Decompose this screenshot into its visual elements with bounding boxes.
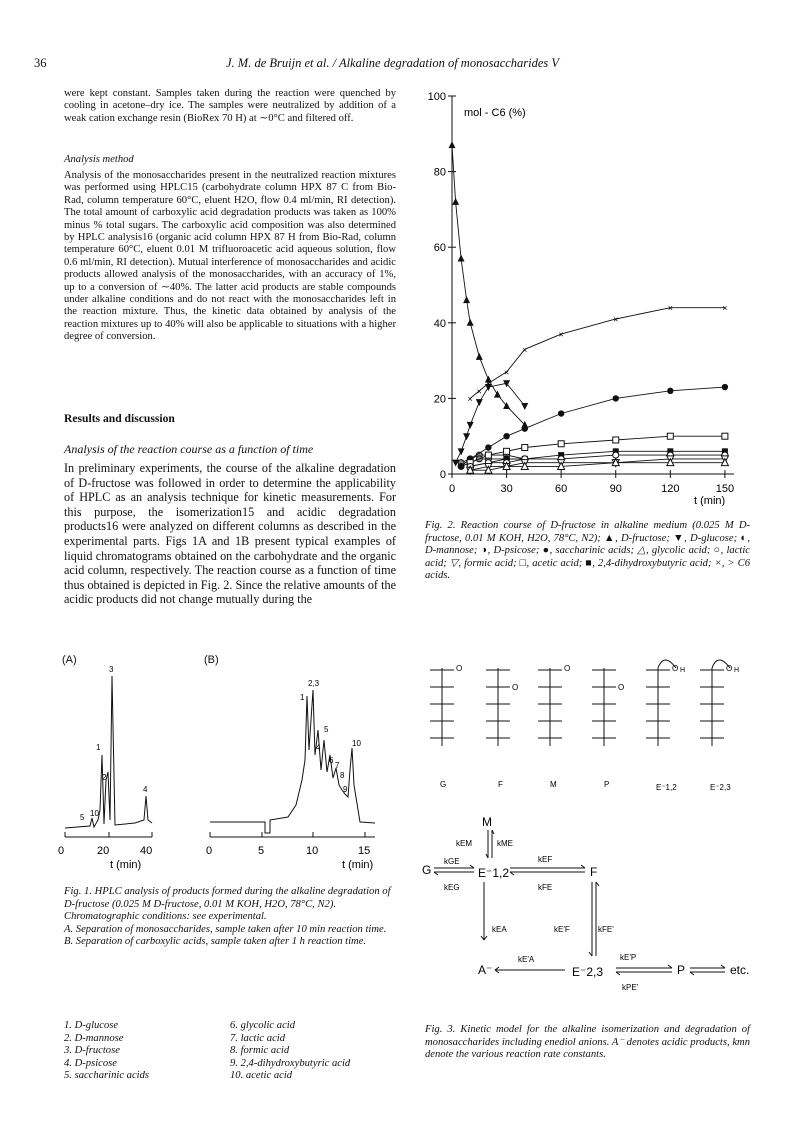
fig3-rate-label: kFE' — [598, 925, 614, 934]
running-title: J. M. de Bruijn et al. / Alkaline degradation of monosaccharides V — [226, 56, 560, 70]
fig2-x-tick-label: 150 — [715, 483, 735, 495]
fig2-data-point — [458, 255, 465, 262]
fig1-legend-item: 4. D-psicose — [64, 1057, 117, 1069]
fig2-data-point — [667, 388, 673, 394]
fig2-data-point — [476, 353, 483, 360]
fig2-data-point — [504, 448, 510, 454]
fig2-y-title: mol - C6 (%) — [464, 107, 526, 119]
fig2-data-point — [458, 448, 465, 455]
fig2-data-point — [503, 433, 509, 439]
fig1-caption-line: A. Separation of monosaccharides, sample taken after 10 min reaction time. — [64, 923, 387, 935]
fig1-b-peak-label: 1 — [300, 693, 305, 702]
fig2-data-point: × — [476, 386, 482, 397]
fig2-y-tick-label: 60 — [433, 242, 446, 255]
fig2-data-point — [667, 459, 674, 466]
fig3-structure-label: E⁻2,3 — [710, 783, 731, 792]
fig3-hydrogen-label: H — [734, 667, 740, 674]
fig3-structure-label: M — [550, 780, 557, 789]
fig1-b-peak-label: 9 — [343, 785, 348, 794]
fig1-b-peak-label: 4 — [316, 743, 321, 752]
fig2-x-tick-label: 30 — [500, 483, 513, 495]
fig2-data-point — [722, 384, 728, 390]
fig3-oxygen-label: O — [456, 664, 463, 673]
fig3-species-E23: E⁻2,3 — [572, 965, 604, 979]
fig2-data-point — [458, 463, 464, 469]
fig1-a-trace — [65, 676, 152, 828]
fig1-a-peak-label: 2 — [102, 773, 107, 782]
fig1-b-peak-label: 7 — [335, 761, 340, 770]
fig2-data-point: × — [485, 378, 492, 389]
fig1-legend-item: 1. D-glucose — [64, 1020, 119, 1031]
fig2-data-point — [558, 410, 564, 416]
fig1-caption-line: B. Separation of carboxylic acids, sample taken after 1 h reaction time. — [64, 936, 367, 948]
fig2-data-point — [485, 444, 491, 450]
fig2-data-point: × — [522, 344, 528, 355]
fig1-panel-b-label: (B) — [204, 654, 219, 666]
fig3-species-P: P — [677, 963, 686, 977]
fig1-b-peak-label: 8 — [340, 771, 345, 780]
fig3-rate-label: kEA — [492, 925, 507, 934]
fig3-species-etc: etc. — [730, 963, 750, 977]
fig3-caption: Fig. 3. Kinetic model for the alkaline isomerization and degradation of monosaccharides including enediol anions. A⁻ denotes acidic products, kmn denote the various reaction rate constants. — [425, 1024, 750, 1061]
fig2-data-point — [467, 319, 474, 326]
fig3-oxygen-label: O — [672, 664, 679, 673]
fig2-data-point — [613, 452, 619, 458]
fig2-data-point: × — [613, 314, 619, 325]
fig1-a-peak-label: 4 — [143, 785, 148, 794]
fig3-structure-label: F — [498, 780, 503, 789]
fig2-series — [449, 141, 729, 474]
fig2-x-tick-label: 120 — [661, 483, 680, 495]
fig1-legend-item: 7. lactic acid — [230, 1032, 286, 1044]
fig3-structures — [430, 660, 739, 746]
fig1-a-tick: 20 — [97, 845, 110, 857]
fig1-a-tick: 0 — [58, 845, 65, 857]
fig3-oxygen-label: O — [564, 664, 571, 673]
fig2-data-point: × — [722, 303, 728, 314]
fig2-data-point — [476, 399, 483, 406]
fig2-data-point: × — [558, 329, 564, 340]
fig1-b-tick: 10 — [306, 845, 319, 857]
analysis-method-heading: Analysis method — [64, 154, 134, 165]
fig1-a-peak-label: 5 — [80, 813, 85, 822]
fig2-y-tick-label: 100 — [427, 91, 446, 103]
fig2-axes — [448, 96, 734, 478]
results-text: In preliminary experiments, the course of the alkaline degradation of D-fructose was followed in order to determine the applicability of HPLC as an analysis technique for kinetic measurements. For this purpose, the isomerization15 and acidic degradation products16 were analyzed on different columns as described in the experimental parts. Figs 1A and 1B present typical examples of liquid chromatograms obtained on the carbohydrate and the organic acid column, respectively. The reaction course as a function of time thus obtained is depicted in Fig. 2. Since the relative amounts of the acidic products did not change mutually during the — [64, 461, 396, 607]
fig2-series-line — [456, 383, 525, 462]
fig2-data-point — [522, 425, 528, 431]
fig1-legend-item: 9. 2,4-dihydroxybutyric acid — [230, 1057, 351, 1069]
fig2-data-point — [722, 433, 728, 439]
fig1-a-tick: 40 — [140, 845, 153, 857]
fig1-a-peak-label: 3 — [109, 665, 114, 674]
fig2-data-point — [667, 433, 673, 439]
fig1-b-tick: 0 — [206, 845, 213, 857]
fig1-caption-line: Fig. 1. HPLC analysis of products formed during the alkaline degradation of D-fructose (0.025 M D-fructose, 0.01 M KOH, H2O, 78°C, N2). Chromatographic conditions: see experimental. — [64, 886, 391, 923]
fig1-b-peak-label: 6 — [329, 756, 334, 765]
fig3-rate-label: kFE — [538, 883, 553, 892]
fig2-x-title: t (min) — [694, 495, 726, 506]
fig2-data-point: × — [467, 393, 473, 404]
fig1-b-peak-label: 2,3 — [308, 679, 320, 688]
fig1-a-peak-label: 1 — [96, 743, 101, 752]
fig2-data-point — [522, 445, 528, 451]
fig2-data-point — [449, 141, 456, 148]
fig2-data-point — [463, 433, 470, 440]
fig2-x-tick-label: 60 — [555, 483, 568, 495]
fig2-x-tick-label: 90 — [609, 483, 622, 495]
fig3-kinetic-model — [420, 650, 765, 1020]
fig3-oxygen-label: O — [512, 683, 519, 692]
fig1-legend-item: 5. saccharinic acids — [64, 1070, 150, 1082]
fig2-data-point — [467, 422, 474, 429]
fig3-oxygen-label: O — [726, 664, 733, 673]
analysis-method-text: Analysis of the monosaccharides present in the neutralized reaction mixtures was performed using HPLC15 (carbohydrate column HPX 87 C from Bio-Rad, column temperature 60°C, eluent H2O, flow 0.4 ml/min, RI detection). The total amount of carboxylic acid degradation products was taken as 100% minus % total sugars. The carboxylic acid composition was also determined by HPLC analysis16 (organic acid column HPX 87 H from Bio-Rad, column temperature 60°C, eluent 0.01 M trifluoroacetic acid aqueous solution, flow 0.6 ml/min, RI detection). Mutual interference of monosaccharides and acidic products allowed analysis of the monosaccharides, with an accuracy of 1%, up to a conversion of ∼40%. The latter acid products are stable compounds under alkaline conditions and do not react with the monosaccharides left in the reaction mixture. Thus, the kinetic data obtained by analysis of the reaction mixtures up to 40% will also be applicable to situations with a higher degree of conversion. — [64, 170, 396, 343]
fig1-legend-item: 6. glycolic acid — [230, 1020, 296, 1031]
fig2-y-tick-label: 20 — [433, 393, 446, 406]
fig2-y-tick-label: 40 — [433, 317, 446, 330]
fig1-legend-item: 2. D-mannose — [64, 1032, 124, 1044]
fig1-b-tick: 15 — [358, 845, 371, 857]
fig2-caption: Fig. 2. Reaction course of D-fructose in alkaline medium (0.025 M D-fructose, 0.01 M KOH, H2O, 78°C, N2); ▲, D-fructose; ▼, D-glucose; ◐, D-mannose; ◑, D-psicose; ●, saccharinic acids; △, glycolic acid; ○, lactic acid; ▽, formic acid; □, acetic acid; ■, 2,4-dihydroxybutyric acid; ×, > C6 acids. — [425, 520, 750, 582]
fig3-rate-label: kE'P — [620, 953, 637, 962]
fig1-chromatograms — [50, 660, 400, 875]
fig3-rate-label: kGE — [444, 857, 460, 866]
fig1-legend-right — [230, 1020, 400, 1083]
fig2-data-point — [613, 395, 619, 401]
fig3-species-A-minus: A⁻ — [478, 963, 493, 977]
fig3-oxygen-label: O — [618, 683, 625, 692]
fig3-rate-label: kME — [497, 839, 513, 848]
fig2-data-point — [521, 403, 528, 410]
fig3-rate-label: kE'F — [554, 925, 570, 934]
fig1-legend-item: 3. D-fructose — [64, 1045, 120, 1057]
fig3-rate-label: kPE' — [622, 983, 639, 992]
fig3-species-E12: E⁻1,2 — [478, 866, 510, 880]
fig1-caption — [64, 886, 394, 949]
fig1-legend-item: 8. formic acid — [230, 1045, 290, 1057]
fig1-b-trace — [210, 690, 375, 833]
fig2-tick-labels — [428, 91, 734, 495]
fig3-rate-label: kEG — [444, 883, 460, 892]
fig2-x-tick-label: 0 — [448, 483, 456, 495]
fig3-structure-label: E⁻1,2 — [656, 783, 677, 792]
fig2-data-point — [494, 391, 501, 398]
fig3-species-M: M — [482, 815, 492, 829]
fig3-structure-label: G — [440, 780, 447, 789]
fig3-structure-label: P — [604, 780, 610, 789]
fig1-b-peak-label: 10 — [352, 739, 361, 748]
fig1-legend-left — [64, 1020, 224, 1083]
fig2-data-point — [463, 296, 470, 303]
fig3-rate-label: kEF — [538, 855, 553, 864]
fig1-b-x-title: t (min) — [342, 859, 374, 871]
fig2-series-line — [470, 308, 725, 399]
results-heading: Results and discussion — [64, 412, 175, 425]
fig2-data-point — [721, 459, 728, 466]
fig2-data-point: × — [667, 303, 673, 314]
page-number: 36 — [34, 56, 47, 70]
fig1-b-tick: 5 — [258, 845, 265, 857]
fig2-chart — [412, 86, 762, 506]
fig2-data-point — [452, 198, 459, 205]
fig1-panel-a-label: (A) — [62, 654, 77, 666]
fig3-hydrogen-label: H — [680, 667, 686, 674]
fig3-species-F: F — [590, 865, 598, 879]
fig2-data-point — [613, 437, 619, 443]
fig2-y-tick-label: 0 — [439, 469, 446, 481]
fig1-legend-item: 10. acetic acid — [230, 1070, 293, 1082]
fig3-rate-label: kE'A — [518, 955, 535, 964]
fig3-rate-label: kEM — [456, 839, 472, 848]
fig2-data-point: × — [503, 367, 510, 378]
fig3-arrows — [434, 830, 725, 975]
fig2-y-tick-label: 80 — [433, 166, 446, 179]
results-subheading: Analysis of the reaction course as a function of time — [64, 442, 314, 456]
fig1-a-x-title: t (min) — [110, 859, 142, 871]
intro-paragraph: were kept constant. Samples taken during the reaction were quenched by cooling in acetone–dry ice. The samples were neutralized by addition of a weak cation exchange resin (BioRex 70 H) at ∼0°C and filtered off. — [64, 88, 396, 124]
fig1-b-peak-label: 5 — [324, 725, 329, 734]
fig3-species-G: G — [422, 863, 432, 877]
fig1-a-peak-label: 10 — [90, 809, 99, 818]
fig2-data-point — [558, 441, 564, 447]
fig2-data-point — [485, 452, 491, 458]
